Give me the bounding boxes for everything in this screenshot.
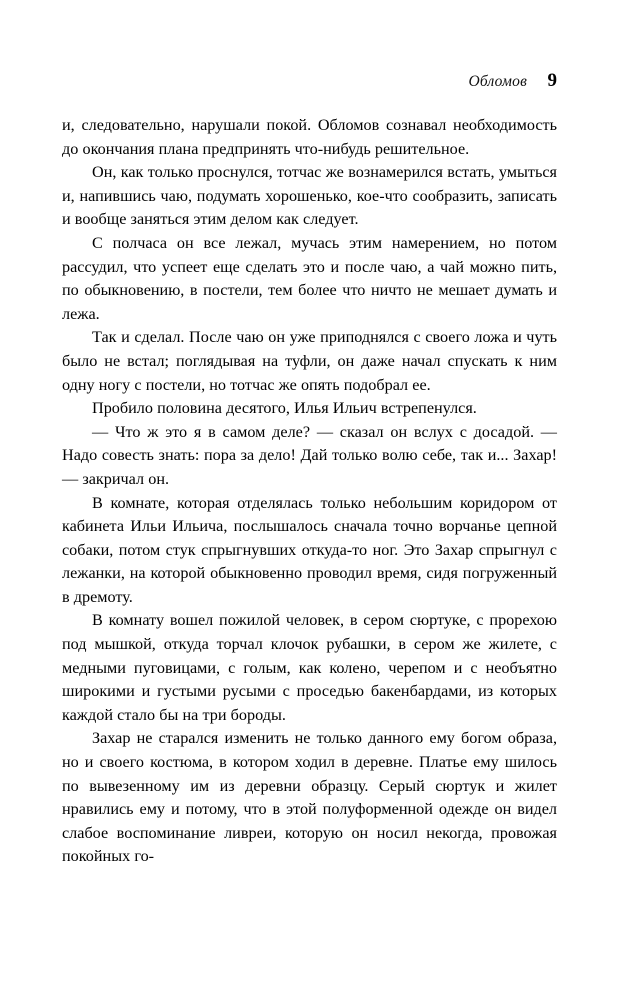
paragraph: и, следовательно, нарушали покой. Обломов сознавал необходимость до окончания плана предпринять что-нибудь решительное. [62,116,557,158]
page-number: 9 [547,70,557,91]
body-text [62,114,557,869]
paragraph: Пробило половина десятого, Илья Ильич встрепенулся. [92,399,477,418]
paragraph: В комнате, которая отделялась только небольшим коридором от кабинета Ильи Ильича, послышалось сначала точно ворчанье цепной собаки, потом стук спрыгнувших откуда-то ног. Это Захар спрыгнул с лежанки, на которой обыкновенно проводил время, сидя погруженный в дремоту. [62,493,557,606]
paragraph: С полчаса он все лежал, мучась этим намерением, но потом рассудил, что успеет еще сделать это и после чаю, а чай можно пить, по обыкновению, в постели, тем более что ничто не мешает думать и лежа. [62,233,557,323]
paragraph: Он, как только проснулся, тотчас же вознамерился встать, умыться и, напившись чаю, подумать хорошенько, кое-что сообразить, записать и вообще заняться этим делом как следует. [62,163,557,229]
running-head [62,70,557,96]
paragraph: Так и сделал. После чаю он уже приподнялся с своего ложа и чуть было не встал; поглядывая на туфли, он даже начал спускать к ним одну ногу с постели, но тотчас же опять подобрал ее. [62,328,557,394]
paragraph: Захар не старался изменить не только данного ему богом образа, но и своего костюма, в котором ходил в деревне. Платье ему шилось по вывезенному им из деревни образцу. Серый сюртук и жилет нравились ему и потому, что в этой полуформенной одежде он видел слабое воспоминание ливреи, которую он носил некогда, провожая покойных го- [62,729,557,866]
paragraph: — Что ж это я в самом деле? — сказал он вслух с досадой. — Надо совесть знать: пора за дело! Дай только волю себе, так и... Захар! — закричал он. [62,422,557,488]
book-title: Обломов [468,73,527,90]
paragraph: В комнату вошел пожилой человек, в сером сюртуке, с прорехою под мышкой, откуда торчал клочок рубашки, в сером же жилете, с медными пуговицами, с голым, как колено, черепом и с необъятно широкими и густыми русыми с проседью бакенбардами, из которых каждой стало бы на три бороды. [62,611,557,724]
